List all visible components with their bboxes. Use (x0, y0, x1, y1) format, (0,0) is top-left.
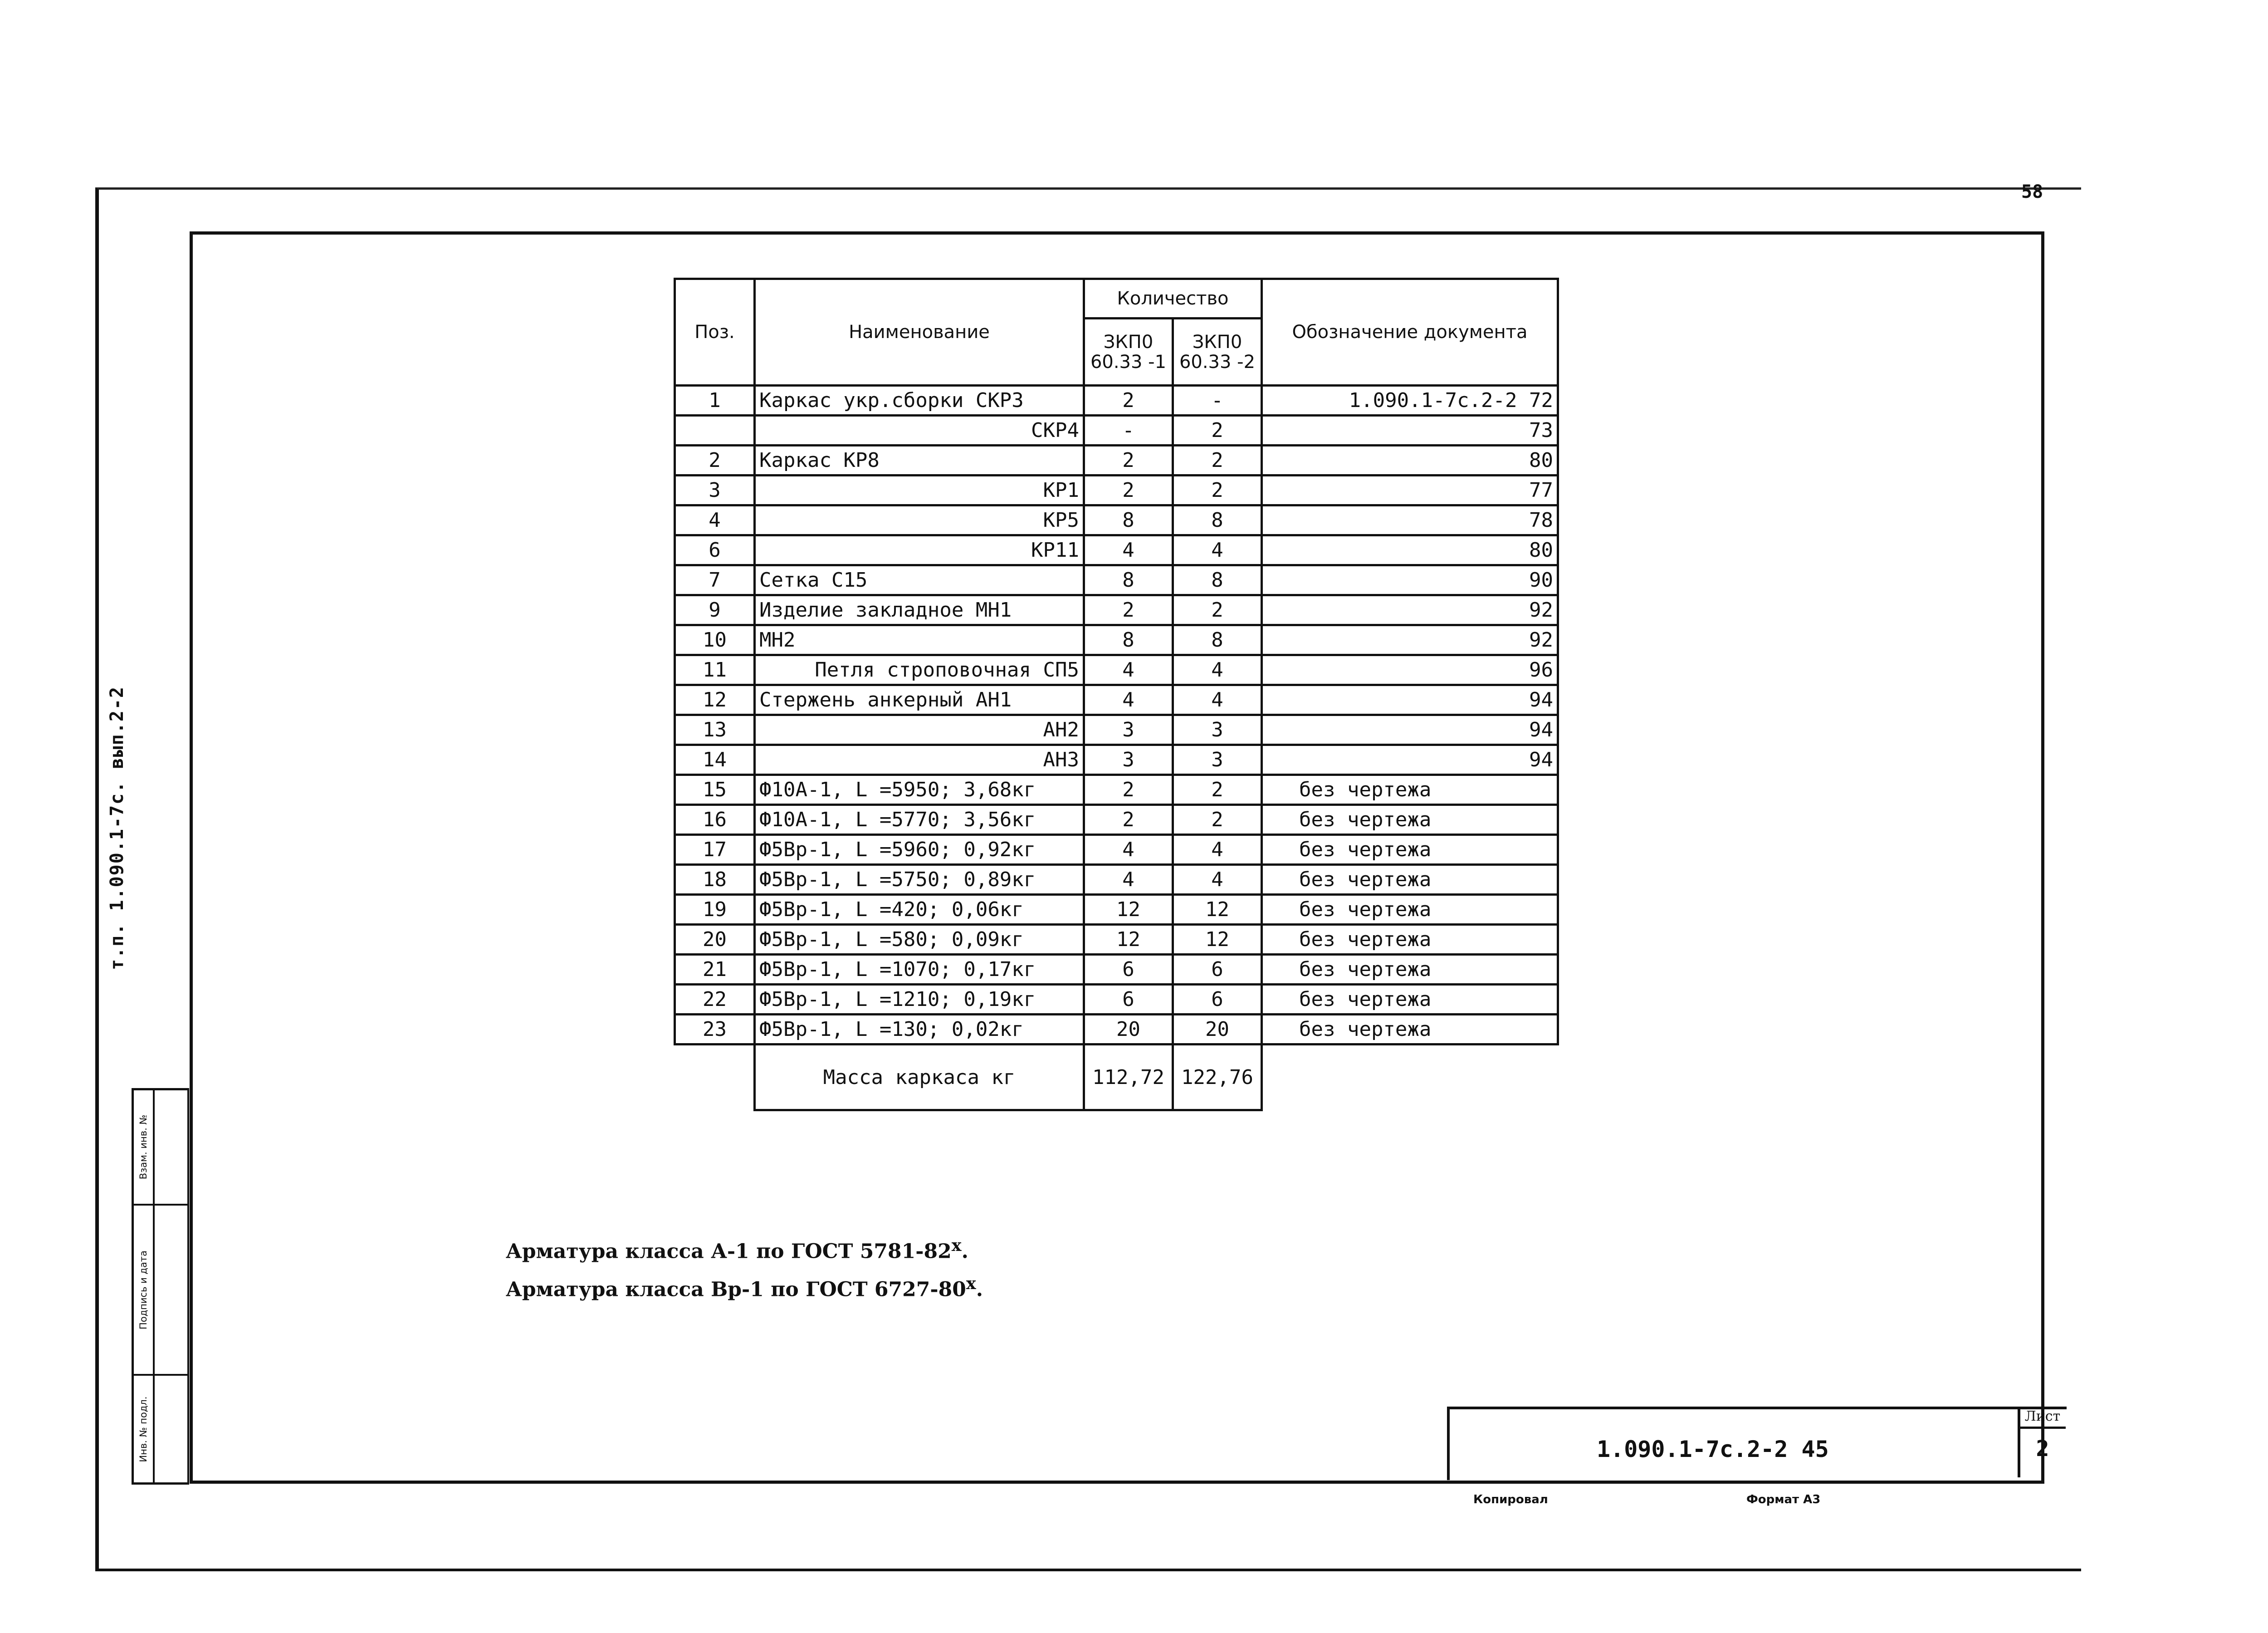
note-2: Арматура класса Вр-1 по ГОСТ 6727-80$^x$. (506, 1273, 983, 1301)
row-qty-a: 4 (1084, 655, 1173, 685)
row-pos: 12 (675, 685, 755, 715)
row-qty-a: 6 (1084, 985, 1173, 1015)
row-qty-a: 6 (1084, 955, 1173, 985)
mass-b: 122,76 (1173, 1045, 1262, 1110)
row-doc: без чертежа (1262, 925, 1558, 955)
row-name: КР5 (755, 505, 1084, 535)
row-pos: 21 (675, 955, 755, 985)
row-doc: без чертежа (1262, 835, 1558, 865)
row-doc: 94 (1262, 715, 1558, 745)
row-name: Ф5Вр-1, L =5750; 0,89кг (755, 865, 1084, 895)
row-qty-a: 4 (1084, 865, 1173, 895)
row-qty-a: 8 (1084, 505, 1173, 535)
row-doc: 78 (1262, 505, 1558, 535)
table-row (675, 865, 1558, 895)
table-row (675, 625, 1558, 655)
row-qty-a: - (1084, 416, 1173, 446)
row-doc: 80 (1262, 535, 1558, 565)
row-pos: 7 (675, 565, 755, 595)
table-row (675, 985, 1558, 1015)
row-name: Ф5Вр-1, L =580; 0,09кг (755, 925, 1084, 955)
stamp-label-1: Взам. инв. № (134, 1090, 155, 1206)
note-1: Арматура класса А-1 по ГОСТ 5781-82$^x$. (506, 1236, 968, 1263)
table-row (675, 805, 1558, 835)
row-qty-a: 3 (1084, 745, 1173, 775)
row-doc: без чертежа (1262, 955, 1558, 985)
row-qty-b: 3 (1173, 745, 1262, 775)
row-pos: 13 (675, 715, 755, 745)
table-row (675, 446, 1558, 476)
table-row (675, 565, 1558, 595)
row-qty-b: 12 (1173, 895, 1262, 925)
row-pos: 1 (675, 386, 755, 416)
row-qty-b: 2 (1173, 416, 1262, 446)
row-qty-b: 3 (1173, 715, 1262, 745)
row-pos (675, 416, 755, 446)
row-qty-b: 8 (1173, 565, 1262, 595)
table-row (675, 925, 1558, 955)
table-row (675, 416, 1558, 446)
row-name: Ф5Вр-1, L =1210; 0,19кг (755, 985, 1084, 1015)
row-name: Каркас укр.сборки СКР3 (755, 386, 1084, 416)
table-row (675, 1015, 1558, 1045)
header-name: Наименование (755, 279, 1084, 386)
row-qty-b: 2 (1173, 476, 1262, 505)
mass-label: Масса каркаса кг (755, 1045, 1084, 1110)
row-qty-b: 8 (1173, 625, 1262, 655)
row-qty-b: 20 (1173, 1015, 1262, 1045)
row-qty-a: 8 (1084, 625, 1173, 655)
row-pos: 3 (675, 476, 755, 505)
table-row (675, 955, 1558, 985)
table-row (675, 505, 1558, 535)
stamp-cell-2 (155, 1206, 189, 1376)
row-qty-b: 6 (1173, 955, 1262, 985)
stamp-cell-1 (155, 1090, 189, 1206)
stamp-label-3: Инв. № подл. (134, 1376, 155, 1482)
header-col-a: ЗКП0 60.33 -1 (1084, 319, 1173, 386)
row-doc: 77 (1262, 476, 1558, 505)
header-doc: Обозначение документа (1262, 279, 1558, 386)
row-name: КР11 (755, 535, 1084, 565)
row-name: Ф5Вр-1, L =130; 0,02кг (755, 1015, 1084, 1045)
row-name: КР1 (755, 476, 1084, 505)
row-qty-a: 2 (1084, 446, 1173, 476)
row-name: МН2 (755, 625, 1084, 655)
sheet-label: Лист (2019, 1407, 2066, 1429)
stamp-cell-3 (155, 1376, 189, 1482)
row-doc: 1.090.1-7с.2-2 72 (1262, 386, 1558, 416)
row-pos: 9 (675, 595, 755, 625)
spec-body (675, 386, 1558, 1045)
row-name: Ф5Вр-1, L =5960; 0,92кг (755, 835, 1084, 865)
row-name: Ф5Вр-1, L =1070; 0,17кг (755, 955, 1084, 985)
table-row (675, 595, 1558, 625)
row-name: АН3 (755, 745, 1084, 775)
table-row (675, 476, 1558, 505)
row-qty-b: 2 (1173, 805, 1262, 835)
row-qty-b: 2 (1173, 595, 1262, 625)
row-name: Петля строповочная СП5 (755, 655, 1084, 685)
header-col-b: ЗКП0 60.33 -2 (1173, 319, 1262, 386)
row-pos: 16 (675, 805, 755, 835)
row-qty-b: 12 (1173, 925, 1262, 955)
row-name: Изделие закладное МН1 (755, 595, 1084, 625)
header-pos: Поз. (675, 279, 755, 386)
table-row (675, 715, 1558, 745)
page-number: 58 (2021, 181, 2043, 202)
row-qty-a: 2 (1084, 595, 1173, 625)
row-qty-b: 2 (1173, 446, 1262, 476)
row-qty-b: - (1173, 386, 1262, 416)
mass-row (675, 1045, 1558, 1110)
row-qty-a: 4 (1084, 835, 1173, 865)
row-pos: 23 (675, 1015, 755, 1045)
doc-number: 1.090.1-7с.2-2 45 (1597, 1436, 1829, 1462)
row-pos: 4 (675, 505, 755, 535)
header-quantity: Количество (1084, 279, 1262, 319)
row-name: Ф5Вр-1, L =420; 0,06кг (755, 895, 1084, 925)
row-pos: 2 (675, 446, 755, 476)
row-name: Стержень анкерный АН1 (755, 685, 1084, 715)
notes (506, 1230, 983, 1305)
row-qty-b: 2 (1173, 775, 1262, 805)
row-doc: 80 (1262, 446, 1558, 476)
row-qty-a: 8 (1084, 565, 1173, 595)
row-qty-b: 4 (1173, 655, 1262, 685)
row-qty-a: 2 (1084, 775, 1173, 805)
row-pos: 15 (675, 775, 755, 805)
row-doc: 73 (1262, 416, 1558, 446)
table-row (675, 535, 1558, 565)
row-qty-a: 2 (1084, 386, 1173, 416)
row-qty-a: 2 (1084, 476, 1173, 505)
mass-a: 112,72 (1084, 1045, 1173, 1110)
row-pos: 18 (675, 865, 755, 895)
row-qty-b: 8 (1173, 505, 1262, 535)
row-pos: 17 (675, 835, 755, 865)
row-doc: без чертежа (1262, 985, 1558, 1015)
table-row (675, 895, 1558, 925)
row-doc: 96 (1262, 655, 1558, 685)
row-doc: без чертежа (1262, 805, 1558, 835)
row-doc: без чертежа (1262, 895, 1558, 925)
row-doc: без чертежа (1262, 775, 1558, 805)
row-doc: 92 (1262, 595, 1558, 625)
table-row (675, 386, 1558, 416)
row-pos: 19 (675, 895, 755, 925)
stamp-label-2: Подпись и дата (134, 1206, 155, 1376)
row-qty-b: 4 (1173, 835, 1262, 865)
row-name: Каркас КР8 (755, 446, 1084, 476)
row-doc: 90 (1262, 565, 1558, 595)
side-code (103, 681, 131, 976)
row-doc: 94 (1262, 685, 1558, 715)
row-name: Сетка С15 (755, 565, 1084, 595)
row-name: АН2 (755, 715, 1084, 745)
row-qty-a: 20 (1084, 1015, 1173, 1045)
row-pos: 6 (675, 535, 755, 565)
spec-table (674, 278, 1559, 1111)
row-qty-a: 12 (1084, 895, 1173, 925)
table-row (675, 835, 1558, 865)
row-pos: 11 (675, 655, 755, 685)
header-row (675, 279, 1558, 319)
row-qty-a: 2 (1084, 805, 1173, 835)
row-doc: 92 (1262, 625, 1558, 655)
row-name: СКР4 (755, 416, 1084, 446)
row-qty-b: 4 (1173, 865, 1262, 895)
row-qty-a: 4 (1084, 535, 1173, 565)
row-pos: 22 (675, 985, 755, 1015)
row-qty-a: 3 (1084, 715, 1173, 745)
row-doc: без чертежа (1262, 1015, 1558, 1045)
row-qty-b: 4 (1173, 685, 1262, 715)
format-label: Формат А3 (1746, 1493, 1821, 1506)
table-row (675, 685, 1558, 715)
row-qty-b: 6 (1173, 985, 1262, 1015)
row-qty-b: 4 (1173, 535, 1262, 565)
row-doc: без чертежа (1262, 865, 1558, 895)
row-qty-a: 4 (1084, 685, 1173, 715)
row-qty-a: 12 (1084, 925, 1173, 955)
side-code-text: т.п. 1.090.1-7с. вып.2-2 (107, 686, 127, 970)
copied-label: Копировал (1473, 1493, 1548, 1506)
stamp-strip (132, 1088, 189, 1485)
row-doc: 94 (1262, 745, 1558, 775)
row-pos: 10 (675, 625, 755, 655)
row-pos: 20 (675, 925, 755, 955)
row-pos: 14 (675, 745, 755, 775)
sheet-number: 2 (2036, 1436, 2049, 1461)
table-row (675, 745, 1558, 775)
row-name: Ф10А-1, L =5770; 3,56кг (755, 805, 1084, 835)
table-row (675, 775, 1558, 805)
row-name: Ф10А-1, L =5950; 3,68кг (755, 775, 1084, 805)
table-row (675, 655, 1558, 685)
